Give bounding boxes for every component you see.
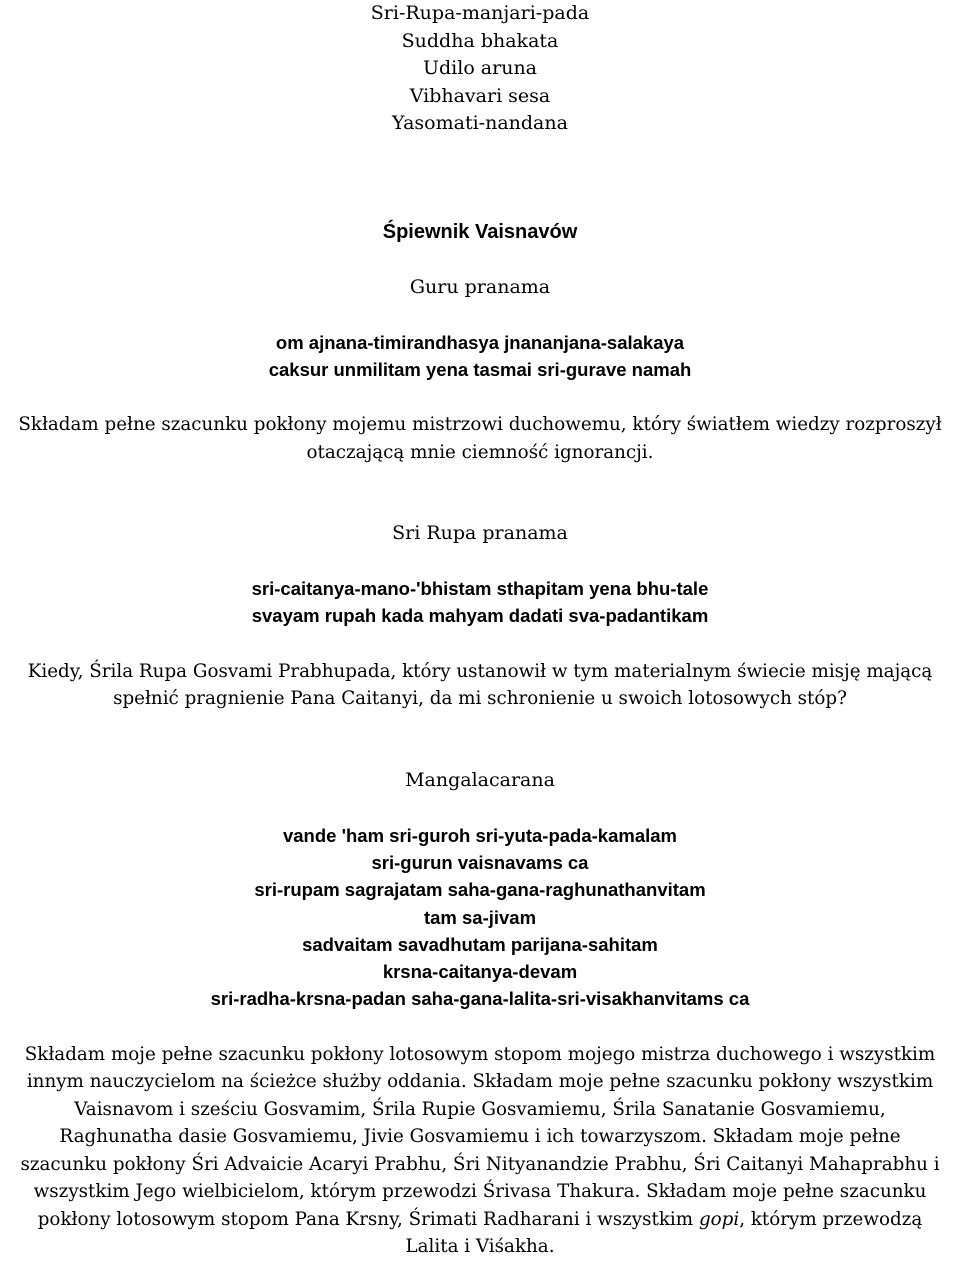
song-list-item: Sri-Rupa-manjari-pada — [370, 2, 590, 24]
translation-line: otaczającą mnie ciemność ignorancji. — [306, 441, 654, 463]
mantra-line: sadvaitam savadhutam parijana-sahitam — [302, 933, 658, 955]
song-list-item: Yasomati-nandana — [392, 112, 568, 134]
translation-line: Lalita i Viśakha. — [405, 1236, 555, 1258]
mantra-line: sri-caitanya-mano-'bhistam sthapitam yena bhu-tale — [251, 578, 709, 600]
translation-line: Raghunatha dasie Gosvamiemu, Jivie Gosvamiemu i ich towarzyszom. Składam moje pełne — [59, 1126, 901, 1148]
translation-line: Vaisnavom i sześciu Gosvamim, Śrila Rupie Gosvamiemu, Śrila Sanatanie Gosvamiemu, — [74, 1098, 886, 1120]
translation-line: szacunku pokłony Śri Advaicie Acaryi Prabhu, Śri Nityanandzie Prabhu, Śri Caitanyi Mahaprabhu i — [20, 1153, 940, 1175]
guru-pranama-mantra — [0, 329, 960, 384]
mantra-line: sri-rupam sagrajatam saha-gana-raghunathanvitam — [254, 879, 706, 901]
mantra-line: tam sa-jivam — [423, 906, 537, 928]
sri-rupa-pranama-heading: Sri Rupa pranama — [392, 522, 568, 545]
translation-line — [0, 1206, 960, 1234]
sri-rupa-pranama-mantra — [0, 575, 960, 630]
guru-pranama-translation — [0, 411, 960, 466]
mangalacarana-heading: Mangalacarana — [405, 768, 555, 791]
translation-line: innym nauczycielom na ścieżce służby oddania. Składam moje pełne szacunku pokłony wszystkim — [26, 1071, 934, 1093]
song-list-item: Udilo aruna — [422, 57, 538, 79]
translation-line: wszystkim Jego wielbicielom, którym przewodzi Śrivasa Thakura. Składam moje pełne szacunku — [33, 1181, 927, 1203]
mantra-line: sri-radha-krsna-padan saha-gana-lalita-sri-visakhanvitams ca — [210, 988, 750, 1010]
songbook-title: Śpiewnik Vaisnavów — [382, 220, 578, 243]
mantra-line: caksur unmilitam yena tasmai sri-gurave namah — [268, 358, 692, 380]
mantra-line: svayam rupah kada mahyam dadati sva-padantikam — [251, 605, 709, 627]
translation-line: Kiedy, Śrila Rupa Gosvami Prabhupada, który ustanowił w tym materialnym świecie misję mającą — [27, 660, 933, 682]
translation-line: Składam pełne szacunku pokłony mojemu mistrzowi duchowemu, który światłem wiedzy rozproszył — [18, 414, 942, 436]
song-list-item: Vibhavari sesa — [409, 84, 551, 107]
guru-pranama-heading: Guru pranama — [409, 275, 551, 298]
song-list — [0, 0, 960, 138]
mangalacarana-mantra — [0, 822, 960, 1013]
mantra-line: vande 'ham sri-guroh sri-yuta-pada-kamalam — [282, 824, 678, 846]
mantra-line: krsna-caitanya-devam — [382, 961, 578, 983]
mangalacarana-translation — [0, 1041, 960, 1261]
translation-text: pokłony lotosowym stopom Pana Krsny, Śrimati Radharani i wszystkim — [37, 1208, 699, 1230]
translation-line: Składam moje pełne szacunku pokłony lotosowym stopom mojego mistrza duchowego i wszystkim — [24, 1043, 936, 1065]
song-list-item: Suddha bhakata — [401, 29, 559, 52]
sri-rupa-pranama-translation — [0, 658, 960, 713]
translation-line: spełnić pragnienie Pana Caitanyi, da mi schronienie u swoich lotosowych stóp? — [113, 688, 847, 710]
italic-term: gopi — [698, 1208, 740, 1230]
mantra-line: om ajnana-timirandhasya jnananjana-salakaya — [275, 331, 685, 353]
translation-text: , którym przewodzą — [739, 1208, 923, 1230]
mantra-line: sri-gurun vaisnavams ca — [371, 851, 589, 873]
